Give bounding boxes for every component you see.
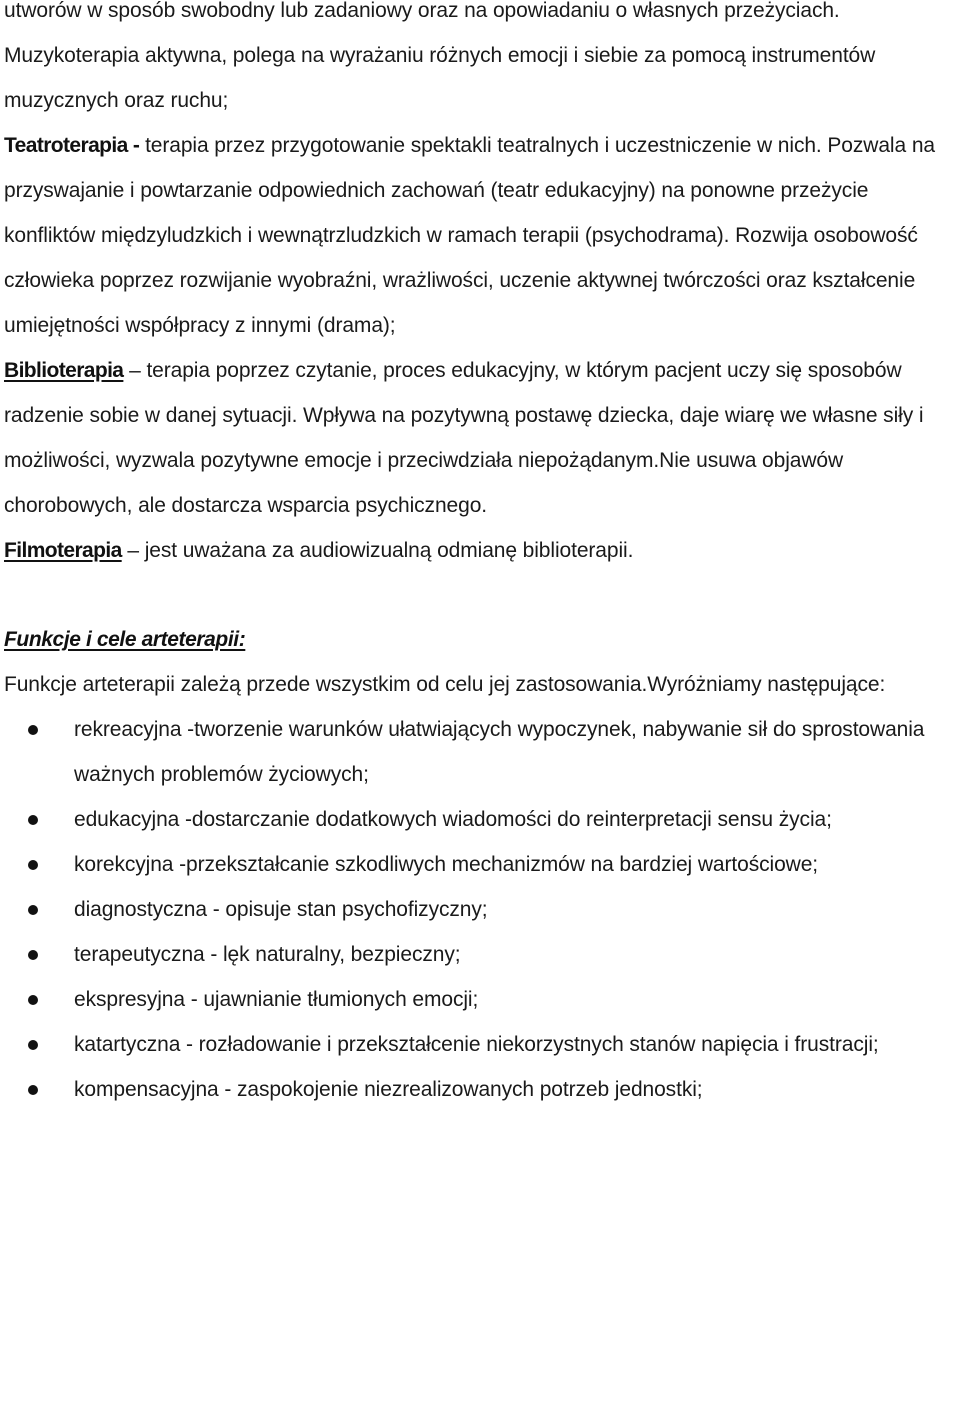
bullet-icon	[28, 950, 38, 960]
list-item-text: terapeutyczna - lęk naturalny, bezpieczny;	[74, 943, 461, 966]
list-item	[4, 797, 954, 842]
section-intro: Funkcje arteterapii zależą przede wszystkim od celu jej zastosowania.Wyróżniamy następujące:	[4, 673, 886, 696]
list-item-text: katartyczna - rozładowanie i przekształcenie niekorzystnych stanów napięcia i frustracji;	[74, 1033, 879, 1056]
list-item	[4, 977, 954, 1022]
bullet-icon	[28, 905, 38, 915]
term-bibliotherapy: Biblioterapia	[4, 359, 124, 382]
theatre-therapy-description: terapia przez przygotowanie spektakli teatralnych i uczestniczenie w nich. Pozwala na przyswajanie i powtarzanie odpowiednich zachowań (teatr edukacyjny) na ponowne przeżycie konfliktów międzyludzkich i wewnątrzludzkich w ramach terapii (psychodrama). Rozwija osobowość człowieka poprzez rozwijanie wyobraźni, wrażliwości, uczenie aktywnej twórczości oraz kształcenie umiejętności współpracy z innymi (drama);	[4, 134, 935, 337]
document-page	[4, 0, 954, 1112]
paragraph-art-continuation: utworów w sposób swobodny lub zadaniowy oraz na opowiadaniu o własnych przeżyciach.	[4, 0, 840, 22]
paragraph-film-therapy	[4, 528, 954, 573]
list-item	[4, 842, 954, 887]
bullet-icon	[28, 1085, 38, 1095]
list-item	[4, 1067, 954, 1112]
bullet-icon	[28, 995, 38, 1005]
list-item-text: ekspresyjna - ujawnianie tłumionych emocji;	[74, 988, 479, 1011]
list-item-text: diagnostyczna - opisuje stan psychofizyczny;	[74, 898, 488, 921]
section-spacer	[4, 573, 954, 617]
paragraph-theatre-therapy	[4, 123, 954, 348]
list-item-text: korekcyjna -przekształcanie szkodliwych mechanizmów na bardziej wartościowe;	[74, 853, 819, 876]
list-item	[4, 932, 954, 977]
term-theatre-therapy: Teatroterapia -	[4, 134, 140, 157]
bullet-icon	[28, 1040, 38, 1050]
bullet-icon	[28, 815, 38, 825]
list-item-text: kompensacyjna - zaspokojenie niezrealizowanych potrzeb jednostki;	[74, 1078, 703, 1101]
paragraph-bibliotherapy	[4, 348, 954, 528]
section-heading: Funkcje i cele arteterapii:	[4, 628, 246, 651]
list-item	[4, 707, 954, 797]
term-film-therapy: Filmoterapia	[4, 539, 122, 562]
list-item-text: edukacyjna -dostarczanie dodatkowych wiadomości do reinterpretacji sensu życia;	[74, 808, 832, 831]
functions-list	[4, 707, 954, 1112]
bullet-icon	[28, 725, 38, 735]
list-item-text: rekreacyjna -tworzenie warunków ułatwiających wypoczynek, nabywanie sił do sprostowania ważnych problemów życiowych;	[74, 718, 925, 786]
paragraph-music-therapy: Muzykoterapia aktywna, polega na wyrażaniu różnych emocji i siebie za pomocą instrumentów muzycznych oraz ruchu;	[4, 44, 876, 112]
bullet-icon	[28, 860, 38, 870]
bibliotherapy-description: – terapia poprzez czytanie, proces edukacyjny, w którym pacjent uczy się sposobów radzenie sobie w danej sytuacji. Wpływa na pozytywną postawę dziecka, daje wiarę we własne siły i możliwości, wyzwala pozytywne emocje i przeciwdziała niepożądanym.Nie usuwa objawów chorobowych, ale dostarcza wsparcia psychicznego.	[4, 359, 924, 517]
film-therapy-description: – jest uważana za audiowizualną odmianę biblioterapii.	[121, 539, 634, 562]
list-item	[4, 1022, 954, 1067]
list-item	[4, 887, 954, 932]
